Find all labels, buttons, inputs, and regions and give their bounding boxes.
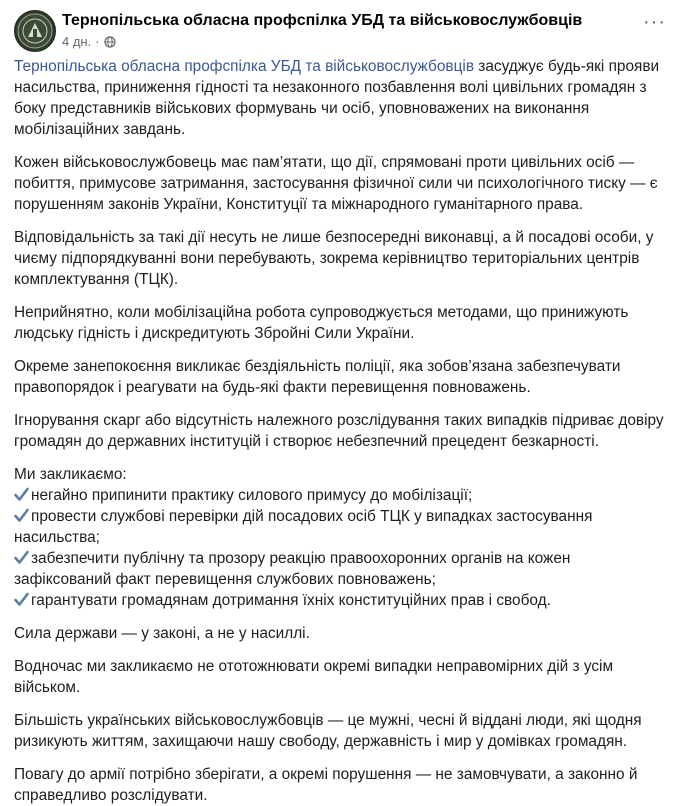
list-item: [14, 506, 666, 548]
list-item-text: негайно припинити практику силового примусу до мобілізації;: [31, 487, 473, 504]
post-paragraph-6: Ігнорування скарг або відсутність належного розслідування таких випадків підриває довіру громадян до державних інституцій і створює небезпечний прецедент безкарності.: [14, 412, 664, 450]
post-paragraph-5: Окреме занепокоєння викликає бездіяльність поліції, яка зобов’язана забезпечувати правопорядок і реагувати на будь-які факти перевищення повноважень.: [14, 358, 621, 396]
post-header: [0, 0, 680, 56]
list-item-text: забезпечити публічну та прозору реакцію правоохоронних органів на кожен зафіксований факт перевищення службових повноважень;: [14, 550, 571, 588]
post-paragraph-2: Кожен військовослужбовець має пам’ятати, що дії, спрямовані проти цивільних осіб — побиття, примусове затримання, застосування фізичної сили чи психологічного тиску — є порушенням законів України, Конституції та міжнародного гуманітарного права.: [14, 154, 658, 213]
list-item: [14, 590, 666, 611]
page-avatar[interactable]: [14, 10, 56, 52]
paragraph-1-text: засуджує будь-які прояви насильства, приниження гідності та незаконного позбавлення волі цивільних громадян з боку представників військових формувань чи осіб, уповноважених на виконання мобілізаційних завдань.: [14, 58, 660, 138]
check-mark-icon: [14, 550, 29, 565]
globe-icon: [104, 36, 116, 48]
list-item-text: провести службові перевірки дій посадових осіб ТЦК у випадках застосування насильства;: [14, 508, 593, 546]
list-intro: Ми закликаємо:: [14, 466, 127, 483]
page-name[interactable]: Тернопільська обласна профспілка УБД та військовослужбовців: [62, 12, 583, 29]
post-body: [0, 56, 680, 806]
check-mark-icon: [14, 487, 29, 502]
post-paragraph-8: Водночас ми закликаємо не ототожнювати окремі випадки неправомірних дій з усім військом.: [14, 658, 614, 696]
post-paragraph-7: Сила держави — у законі, а не у насиллі.: [14, 625, 310, 642]
list-item-text: гарантувати громадянам дотримання їхніх конституційних прав і свобод.: [31, 592, 551, 609]
post-paragraph-3: Відповідальність за такі дії несуть не лише безпосередні виконавці, а й посадові особи, у чиєму підпорядкуванні вони перебувають, зокрема керівництво територіальних центрів комплектування (ТЦК).: [14, 229, 654, 288]
list-item: [14, 485, 666, 506]
meta-separator: ·: [95, 34, 100, 49]
more-options-icon[interactable]: ···: [643, 11, 666, 33]
post-paragraph-9: Більшість українських військовослужбовців — це мужні, чесні й віддані люди, які щодня ризикують життям, захищаючи нашу свободу, державність і мир у домівках громадян.: [14, 712, 642, 750]
union-logo-icon: [15, 11, 55, 51]
list-item: [14, 548, 666, 590]
post-paragraph-10: Повагу до армії потрібно зберігати, а окремі порушення — не замовчувати, а законно й справедливо розслідувати.: [14, 766, 638, 804]
check-mark-icon: [14, 508, 29, 523]
post-time[interactable]: 4 дн.: [62, 34, 92, 49]
page-mention-link[interactable]: Тернопільська обласна профспілка УБД та військовослужбовців: [14, 58, 474, 75]
check-mark-icon: [14, 592, 29, 607]
demands-list: [14, 464, 666, 611]
post-meta: [62, 34, 116, 49]
post-paragraph-4: Неприйнятно, коли мобілізаційна робота супроводжується методами, що принижують людську гідність і дискредитують Збройні Сили України.: [14, 304, 629, 342]
post-paragraph-1: [14, 56, 666, 140]
